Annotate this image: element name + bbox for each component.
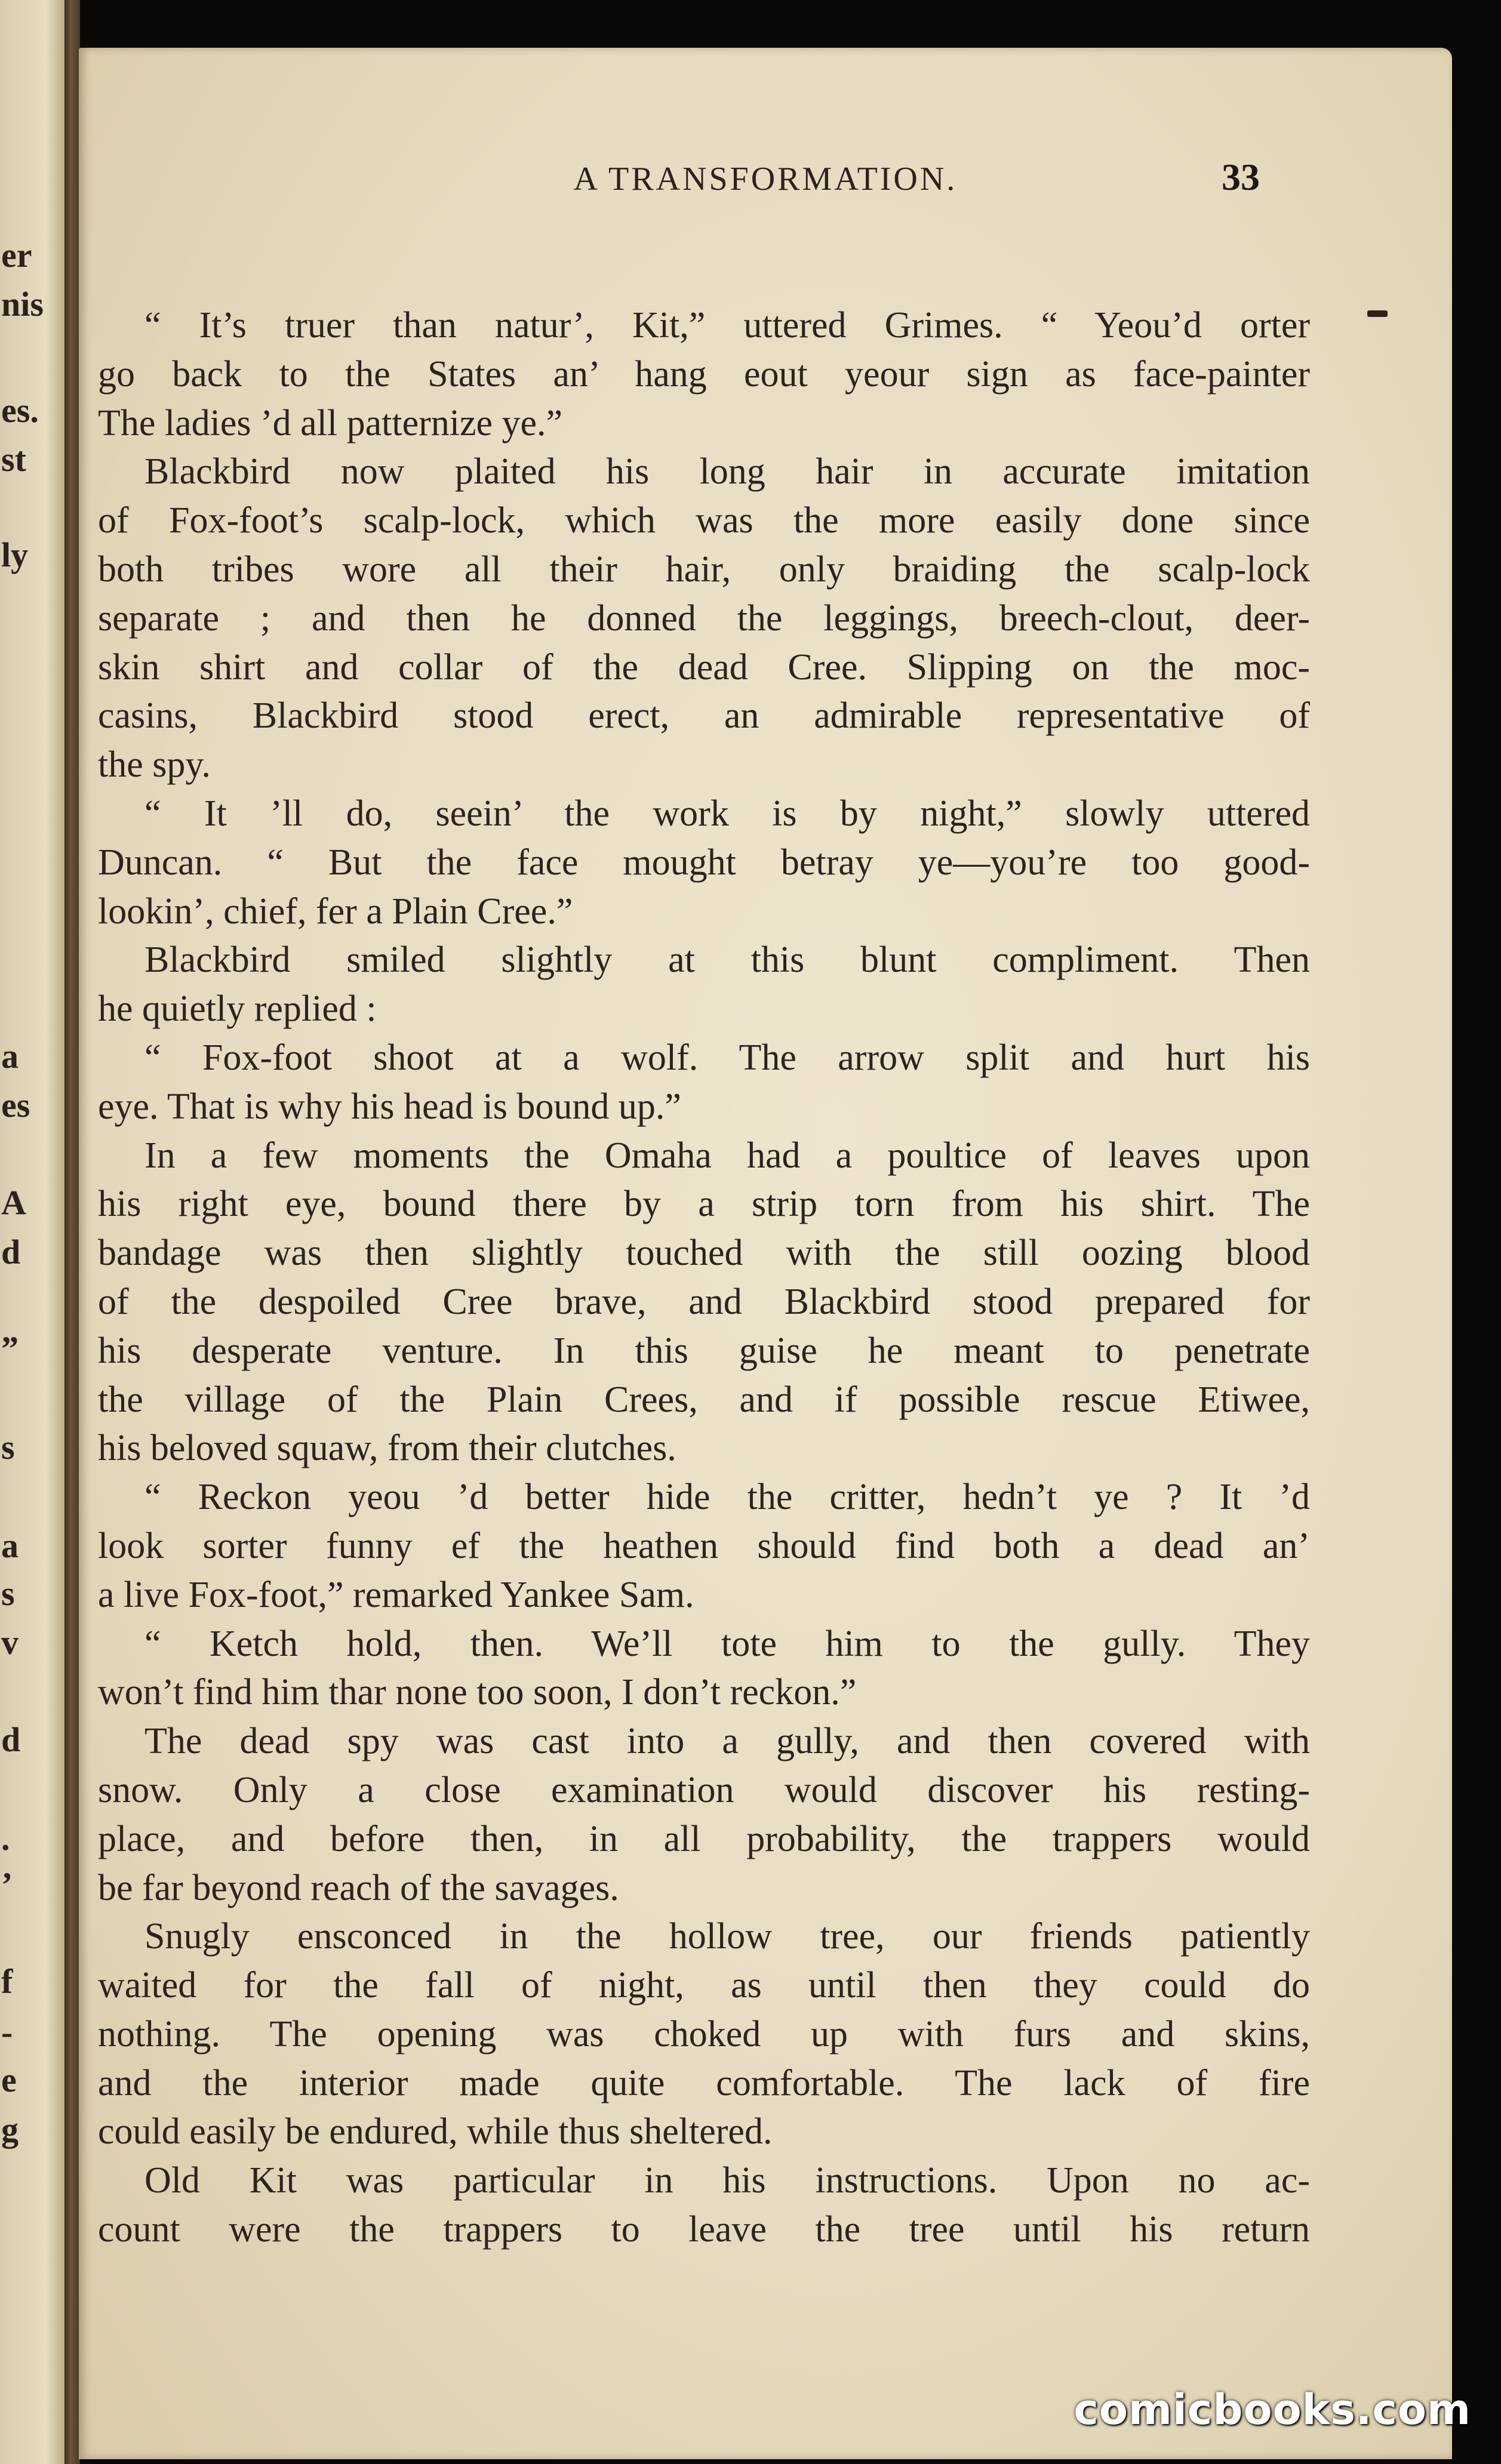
text-line: Duncan. “ But the face mought betray ye—you’re too good- bbox=[98, 842, 1310, 883]
text-line: “ Fox-foot shoot at a wolf. The arrow split and hurt his bbox=[144, 1037, 1310, 1078]
text-line: his beloved squaw, from their clutches. bbox=[98, 1428, 676, 1469]
margin-ink-mark bbox=[1367, 310, 1388, 317]
text-line: Snugly ensconced in the hollow tree, our friends patiently bbox=[144, 1916, 1310, 1957]
previous-page-fragment: ly bbox=[1, 535, 29, 574]
text-line: bandage was then slightly touched with the still oozing blood bbox=[98, 1233, 1310, 1274]
text-line: be far beyond reach of the savages. bbox=[98, 1867, 619, 1908]
text-line: Old Kit was particular in his instructions. Upon no ac- bbox=[144, 2160, 1310, 2201]
page-number: 33 bbox=[1222, 156, 1260, 198]
text-line: “ It’s truer than natur’, Kit,” uttered Grimes. “ Yeou’d orter bbox=[144, 305, 1310, 346]
text-line: his desperate venture. In this guise he meant to penetrate bbox=[98, 1330, 1310, 1371]
text-line: skin shirt and collar of the dead Cree. Slipping on the moc- bbox=[98, 646, 1310, 688]
text-line: nothing. The opening was choked up with furs and skins, bbox=[98, 2013, 1310, 2055]
text-line: The ladies ’d all patternize ye.” bbox=[98, 402, 563, 443]
text-line: he quietly replied : bbox=[98, 988, 377, 1030]
previous-page-fragment: g bbox=[1, 2110, 19, 2149]
text-line: lookin’, chief, fer a Plain Cree.” bbox=[98, 891, 573, 932]
text-line: “ It ’ll do, seein’ the work is by night,” slowly uttered bbox=[144, 793, 1310, 834]
body-text bbox=[98, 301, 1310, 2254]
text-line: won’t find him thar none too soon, I don’t reckon.” bbox=[98, 1672, 857, 1713]
text-line: of the despoiled Cree brave, and Blackbird stood prepared for bbox=[98, 1281, 1310, 1322]
text-line: the spy. bbox=[98, 744, 211, 786]
text-line: waited for the fall of night, as until then they could do bbox=[98, 1965, 1310, 2006]
text-line: a live Fox-foot,” remarked Yankee Sam. bbox=[98, 1574, 694, 1615]
previous-page-fragment: s bbox=[1, 1428, 15, 1467]
previous-page-fragment: f bbox=[1, 1962, 13, 2001]
previous-page-fragment: e bbox=[1, 2060, 17, 2099]
text-line: of Fox-foot’s scalp-lock, which was the more easily done since bbox=[98, 500, 1310, 541]
previous-page-fragment: - bbox=[1, 2013, 13, 2052]
running-head: A TRANSFORMATION. bbox=[573, 161, 958, 198]
book-gutter bbox=[64, 0, 80, 2464]
watermark: comicbooks.com bbox=[1074, 2385, 1471, 2434]
previous-page-fragment: a bbox=[1, 1037, 19, 1076]
text-line: In a few moments the Omaha had a poultice of leaves upon bbox=[144, 1135, 1310, 1176]
text-line: “ Ketch hold, then. We’ll tote him to the gully. They bbox=[144, 1623, 1310, 1664]
text-line: and the interior made quite comfortable. The lack of fire bbox=[98, 2062, 1310, 2103]
previous-page-fragment: nis bbox=[1, 285, 44, 324]
text-line: casins, Blackbird stood erect, an admirable representative of bbox=[98, 695, 1310, 737]
previous-page-fragment: v bbox=[1, 1623, 19, 1662]
text-line: could easily be endured, while thus sheltered. bbox=[98, 2111, 773, 2152]
text-line: eye. That is why his head is bound up.” bbox=[98, 1086, 681, 1127]
text-line: The dead spy was cast into a gully, and then covered with bbox=[144, 1721, 1310, 1762]
text-line: the village of the Plain Crees, and if possible rescue Etiwee, bbox=[98, 1379, 1310, 1420]
text-line: look sorter funny ef the heathen should find both a dead an’ bbox=[98, 1525, 1310, 1566]
previous-page-fragment: ’ bbox=[1, 1865, 13, 1904]
previous-page-fragment: es. bbox=[1, 391, 39, 430]
previous-page-edge bbox=[0, 0, 66, 2464]
previous-page-fragment: ” bbox=[1, 1329, 19, 1368]
text-line: Blackbird now plaited his long hair in accurate imitation bbox=[144, 451, 1310, 492]
previous-page-fragment: st bbox=[1, 440, 26, 479]
text-line: separate ; and then he donned the leggings, breech-clout, deer- bbox=[98, 597, 1310, 639]
text-line: go back to the States an’ hang eout yeour sign as face-painter bbox=[98, 353, 1310, 395]
text-line: “ Reckon yeou ’d better hide the critter, hedn’t ye ? It ’d bbox=[144, 1477, 1310, 1518]
text-line: count were the trappers to leave the tree until his return bbox=[98, 2209, 1310, 2250]
previous-page-fragment: es bbox=[1, 1086, 30, 1125]
previous-page-fragment: a bbox=[1, 1526, 19, 1565]
text-line: both tribes wore all their hair, only braiding the scalp-lock bbox=[98, 549, 1310, 590]
previous-page-fragment: . bbox=[1, 1819, 10, 1858]
text-line: his right eye, bound there by a strip torn from his shirt. The bbox=[98, 1184, 1310, 1225]
text-line: place, and before then, in all probability, the trappers would bbox=[98, 1818, 1310, 1859]
previous-page-fragment: d bbox=[1, 1720, 21, 1759]
previous-page-fragment: s bbox=[1, 1574, 15, 1613]
text-line: Blackbird smiled slightly at this blunt compliment. Then bbox=[144, 940, 1310, 981]
previous-page-fragment: er bbox=[1, 236, 32, 275]
previous-page-fragment: d bbox=[1, 1233, 21, 1271]
text-line: snow. Only a close examination would discover his resting- bbox=[98, 1769, 1310, 1810]
previous-page-fragment: A bbox=[1, 1183, 26, 1222]
book-page bbox=[79, 48, 1452, 2459]
